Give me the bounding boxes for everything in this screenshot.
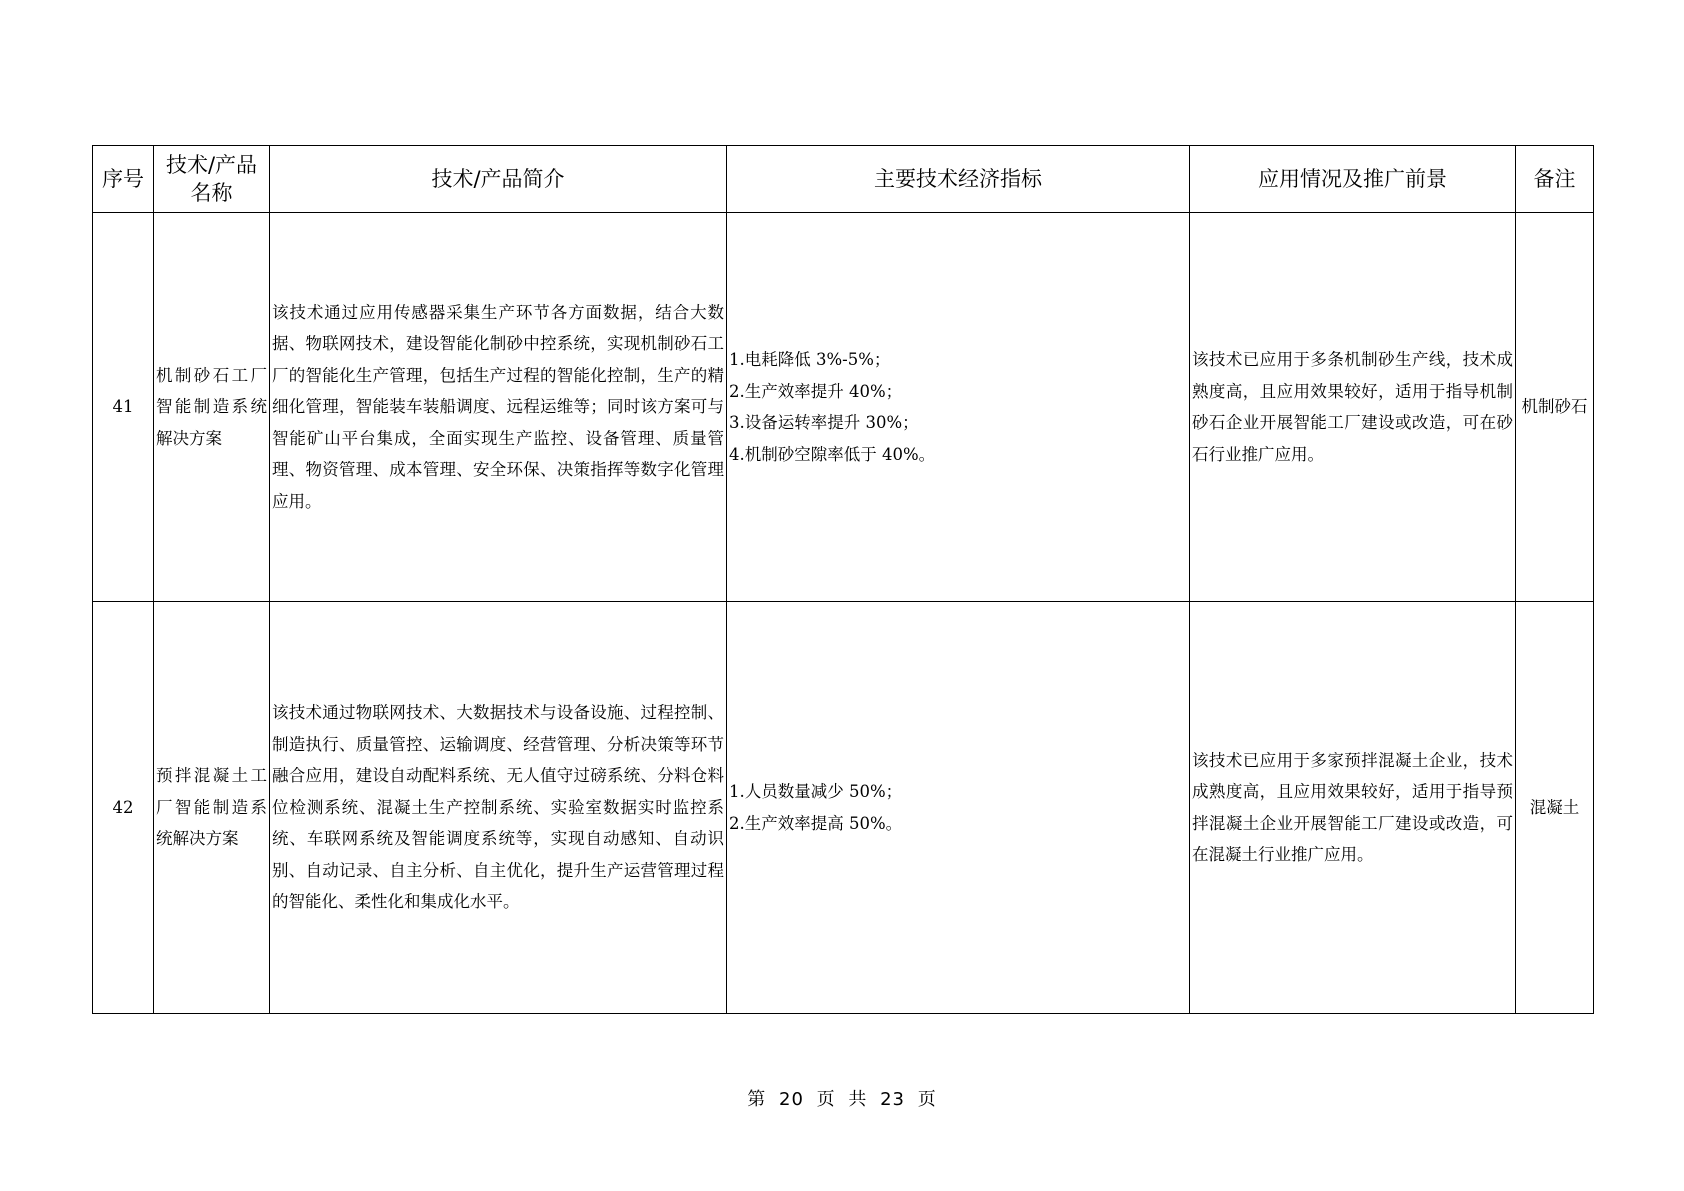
header-index: 序号 (93, 146, 154, 213)
cell-name: 机制砂石工厂智能制造系统解决方案 (154, 213, 270, 602)
indicator-item: 2.生产效率提高 50%。 (729, 813, 903, 833)
cell-indicators (727, 213, 1190, 602)
header-description: 技术/产品简介 (270, 146, 727, 213)
cell-remark: 机制砂石 (1516, 213, 1594, 602)
cell-index: 42 (93, 602, 154, 1014)
indicator-item: 1.电耗降低 3%-5%； (729, 350, 891, 369)
table-header-row (93, 146, 1594, 213)
indicator-item: 3.设备运转率提升 30%； (729, 413, 919, 432)
technology-table (92, 145, 1594, 1014)
cell-application: 该技术已应用于多家预拌混凝土企业，技术成熟度高，且应用效果较好，适用于指导预拌混凝土企业开展智能工厂建设或改造，可在混凝土行业推广应用。 (1190, 602, 1516, 1014)
table-row (93, 602, 1594, 1014)
cell-remark: 混凝土 (1516, 602, 1594, 1014)
cell-application: 该技术已应用于多条机制砂生产线，技术成熟度高，且应用效果较好，适用于指导机制砂石企业开展智能工厂建设或改造，可在砂石行业推广应用。 (1190, 213, 1516, 602)
indicator-item: 4.机制砂空隙率低于 40%。 (729, 444, 936, 464)
indicator-item: 2.生产效率提升 40%； (729, 381, 903, 401)
page-number: 第 20 页 共 23 页 (747, 1089, 937, 1110)
header-name (154, 146, 270, 213)
header-indicators: 主要技术经济指标 (727, 146, 1190, 213)
cell-indicators (727, 602, 1190, 1014)
table-row (93, 213, 1594, 602)
header-remark: 备注 (1516, 146, 1594, 213)
cell-index: 41 (93, 213, 154, 602)
header-application: 应用情况及推广前景 (1190, 146, 1516, 213)
cell-description: 该技术通过物联网技术、大数据技术与设备设施、过程控制、制造执行、质量管控、运输调度、经营管理、分析决策等环节融合应用，建设自动配料系统、无人值守过磅系统、分料仓料位检测系统、混凝土生产控制系统、实验室数据实时监控系统、车联网系统及智能调度系统等，实现自动感知、自动识别、自动记录、自主分析、自主优化，提升生产运营管理过程的智能化、柔性化和集成化水平。 (270, 602, 727, 1014)
cell-name: 预拌混凝土工厂智能制造系统解决方案 (154, 602, 270, 1014)
cell-description: 该技术通过应用传感器采集生产环节各方面数据，结合大数据、物联网技术，建设智能化制砂中控系统，实现机制砂石工厂的智能化生产管理，包括生产过程的智能化控制，生产的精细化管理，智能装车装船调度、远程运维等；同时该方案可与智能矿山平台集成，全面实现生产监控、设备管理、质量管理、物资管理、成本管理、安全环保、决策指挥等数字化管理应用。 (270, 213, 727, 602)
indicator-item: 1.人员数量减少 50%； (729, 782, 903, 801)
header-name-text: 技术/产品名称 (165, 153, 258, 205)
